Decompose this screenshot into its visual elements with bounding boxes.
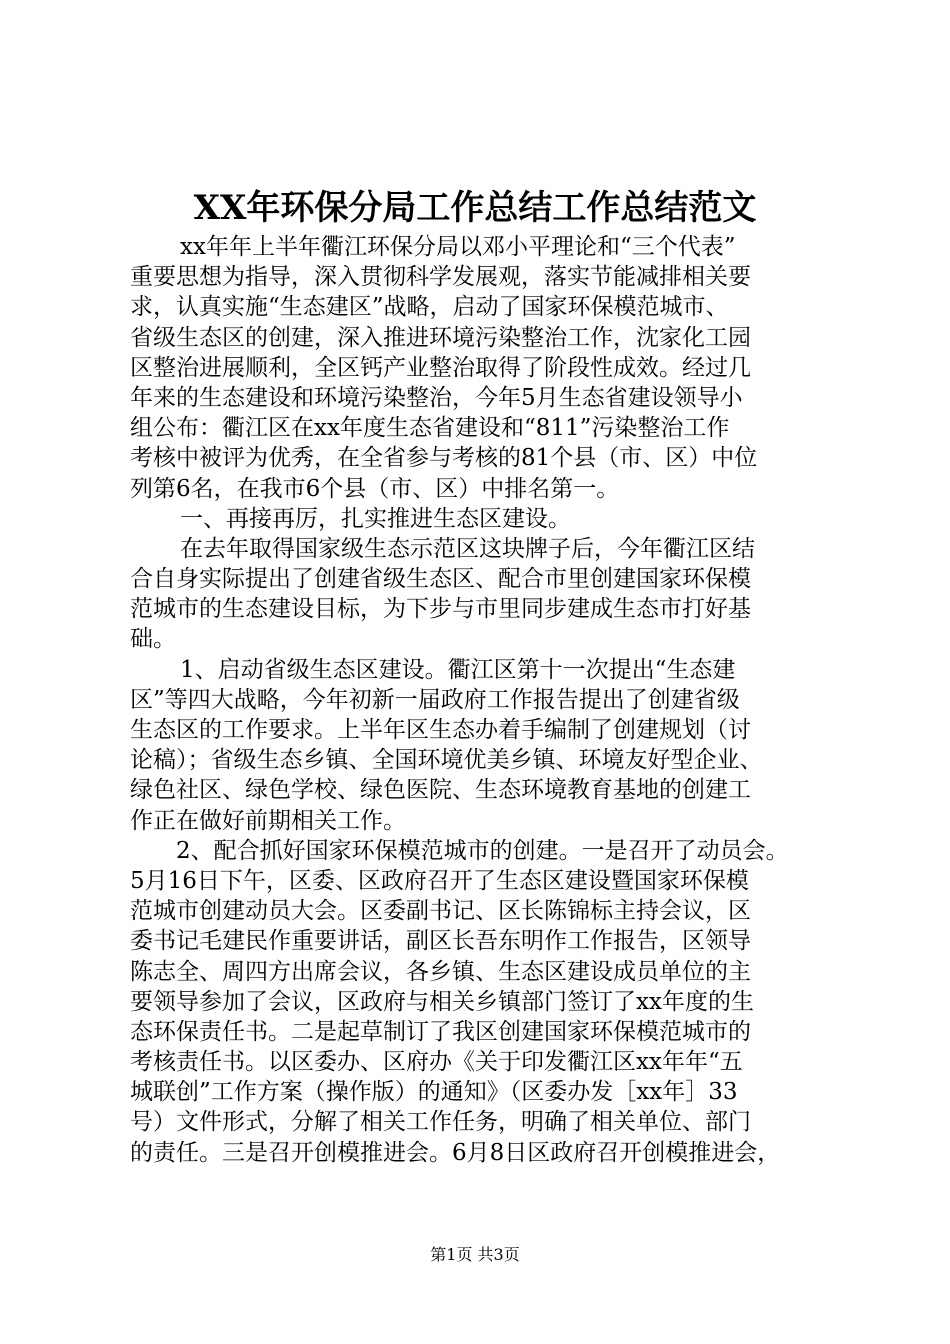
subsection-heading-line: 2、配合抓好国家环保模范城市的创建。一是召开了动员会。: [176, 837, 789, 864]
paragraph-line: 区”等四大战略，今年初新一届政府工作报告提出了创建省级: [130, 686, 740, 713]
paragraph-line: 论稿）；省级生态乡镇、全国环境优美乡镇、环境友好型企业、: [130, 747, 763, 774]
paragraph-line: 考核中被评为优秀，在全省参与考核的81个县（市、区）中位: [130, 445, 758, 472]
paragraph-line: 列第6名，在我市6个县（市、区）中排名第一。: [130, 475, 620, 502]
paragraph-line: 组公布：衢江区在xx年度生态省建设和“811”污染整治工作: [130, 415, 730, 442]
paragraph-line: 合自身实际提出了创建省级生态区、配合市里创建国家环保模: [130, 566, 751, 593]
paragraph-line: 绿色社区、绿色学校、绿色医院、生态环境教育基地的创建工: [130, 777, 751, 804]
paragraph-line: 作正在做好前期相关工作。: [130, 807, 406, 834]
paragraph-line: 城联创”工作方案（操作版）的通知》（区委办发［xx年］33: [130, 1079, 738, 1106]
paragraph-line: 年来的生态建设和环境污染整治，今年5月生态省建设领导小: [130, 384, 743, 411]
paragraph-line: xx年年上半年衢江环保分局以邓小平理论和“三个代表”: [180, 234, 736, 260]
paragraph-line: 考核责任书。以区委办、区府办《关于印发衢江区xx年年“五: [130, 1049, 743, 1076]
paragraph-line: 省级生态区的创建，深入推进环境污染整治工作，沈家化工园: [130, 324, 751, 351]
paragraph-line: 范城市的生态建设目标，为下步与市里同步建成生态市打好基: [130, 596, 751, 623]
paragraph-line: 要领导参加了会议，区政府与相关乡镇部门签订了xx年度的生: [130, 988, 754, 1015]
paragraph-line: 础。: [130, 626, 176, 653]
paragraph-line: 号）文件形式，分解了相关工作任务，明确了相关单位、部门: [130, 1109, 751, 1136]
paragraph-line: 陈志全、周四方出席会议，各乡镇、生态区建设成员单位的主: [130, 958, 751, 985]
section-heading: 一、再接再厉，扎实推进生态区建设。: [180, 505, 571, 532]
document-title: XX年环保分局工作总结工作总结范文: [193, 188, 757, 228]
paragraph-line: 委书记毛建民作重要讲话，副区长吾东明作工作报告，区领导: [130, 928, 751, 955]
paragraph-line: 范城市创建动员大会。区委副书记、区长陈锦标主持会议，区: [130, 898, 751, 925]
paragraph-line: 求，认真实施“生态建区”战略，启动了国家环保模范城市、: [130, 294, 729, 321]
page-number: 第1页 共3页: [430, 1245, 520, 1264]
paragraph-line: 生态区的工作要求。上半年区生态办着手编制了创建规划（讨: [130, 717, 751, 743]
paragraph-line: 5月16日下午，区委、区政府召开了生态区建设暨国家环保模: [130, 867, 749, 894]
paragraph-line: 态环保责任书。二是起草制订了我区创建国家环保模范城市的: [130, 1018, 751, 1045]
paragraph-line: 重要思想为指导，深入贯彻科学发展观，落实节能减排相关要: [130, 264, 751, 291]
paragraph-line: 区整治进展顺利，全区钙产业整治取得了阶段性成效。经过几: [130, 354, 751, 381]
paragraph-line: 在去年取得国家级生态示范区这块牌子后，今年衢江区结: [180, 535, 755, 562]
document-body: [130, 232, 830, 1168]
paragraph-line: 的责任。三是召开创模推进会。6月8日区政府召开创模推进会，: [130, 1139, 781, 1166]
subsection-heading-line: 1、启动省级生态区建设。衢江区第十一次提出“生态建: [180, 656, 736, 683]
